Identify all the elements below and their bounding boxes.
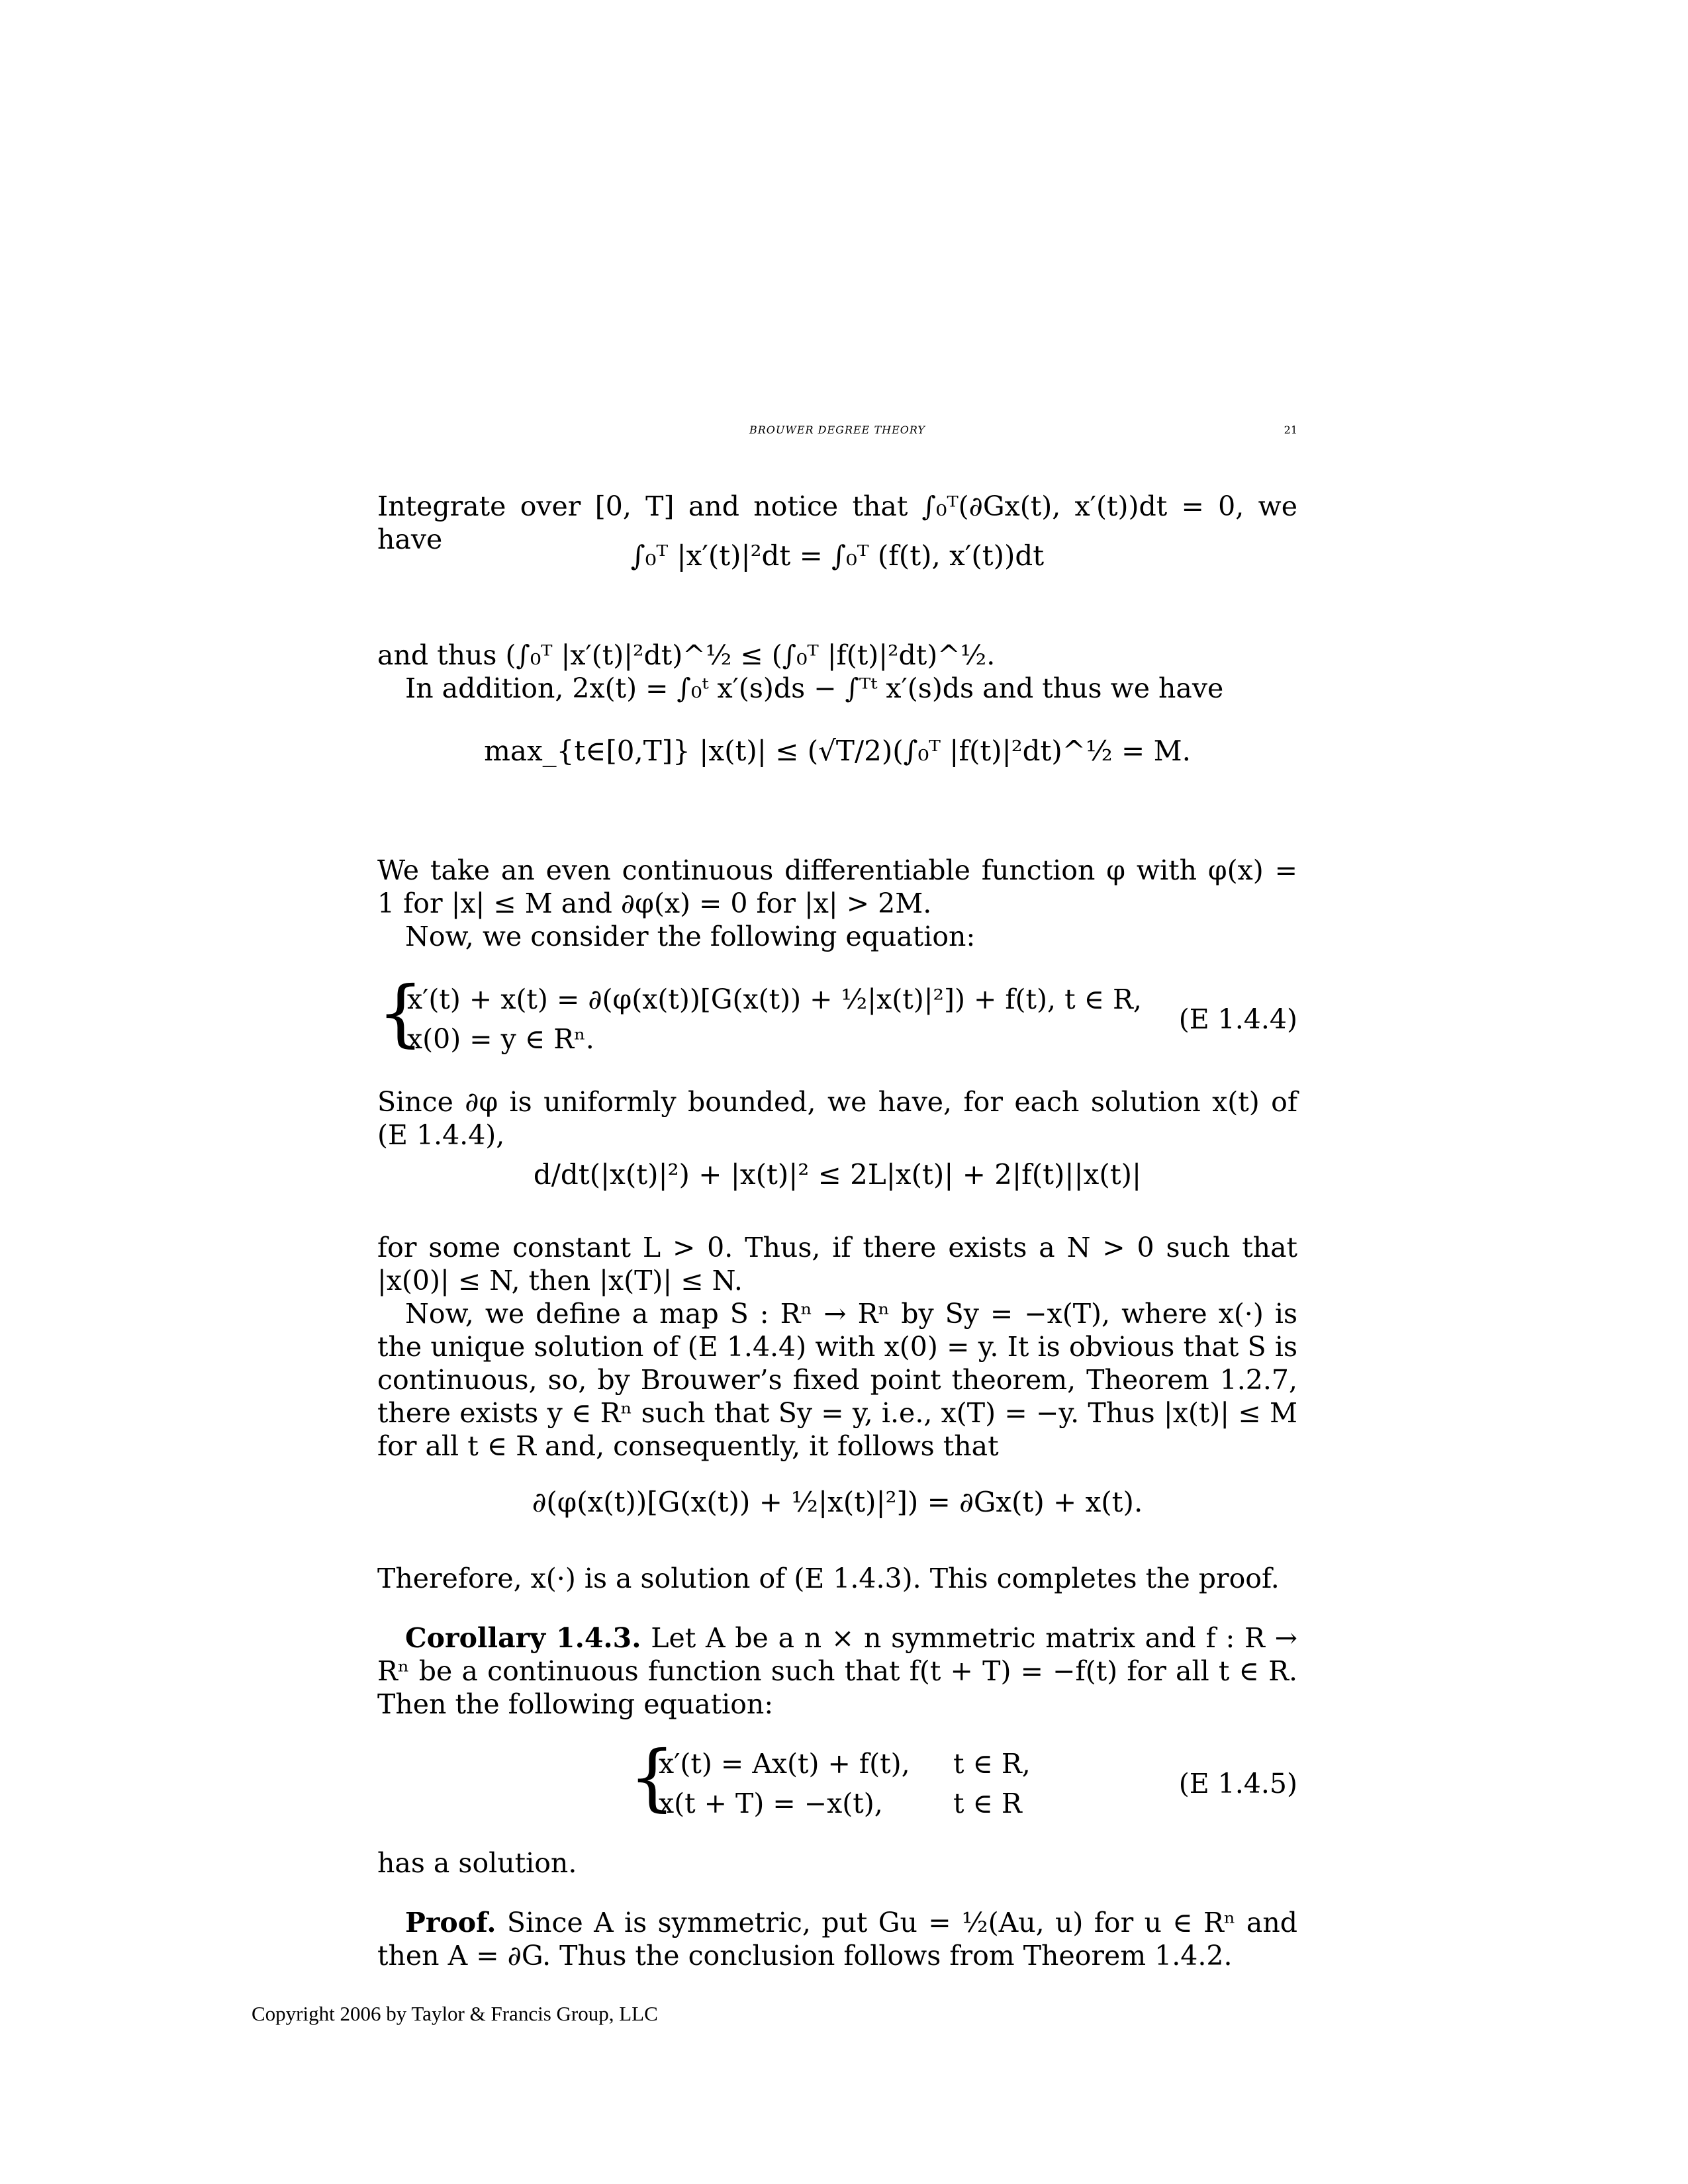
paragraph-10: has a solution. xyxy=(377,1847,577,1879)
equation-system-2 xyxy=(377,1735,1297,1833)
paragraph-5: Now, we consider the following equation: xyxy=(405,921,976,952)
left-brace-icon: { xyxy=(377,970,424,1055)
page-number: 21 xyxy=(1284,424,1297,436)
paragraph-4: We take an even continuous differentiable function φ with φ(x) = 1 for |x| ≤ M and ∂φ(x) = 0 for |x| > 2M. xyxy=(377,854,1297,919)
paragraph-7: for some constant L > 0. Thus, if there exists a N > 0 such that |x(0)| ≤ N, then |x(T)| ≤ N. xyxy=(377,1232,1297,1297)
proof-label: Proof. xyxy=(405,1907,496,1938)
paragraph-8: Now, we define a map S : Rⁿ → Rⁿ by Sy = −x(T), where x(·) is the unique solution of (E 1.4.4) with x(0) = y. It is obvious that S is continuous, so, by Brouwer’s fixed point theorem, Theorem 1.2.7, there exists y ∈ Rⁿ such that Sy = y, i.e., x(T) = −y. Thus |x(t)| ≤ M for all t ∈ R and, consequently, it follows that xyxy=(377,1298,1297,1462)
paragraph-9: Therefore, x(·) is a solution of (E 1.4.3). This completes the proof. xyxy=(377,1563,1280,1594)
proof-text: Since A is symmetric, put Gu = ½(Au, u) for u ∈ Rⁿ and then A = ∂G. Thus the conclusion follows from Theorem 1.4.2. xyxy=(377,1907,1297,1972)
corollary-1-4-3 xyxy=(377,1621,1297,1721)
system-2-line-1-left: x′(t) = Ax(t) + f(t), xyxy=(659,1748,910,1780)
equation-label-e145: (E 1.4.5) xyxy=(1178,1768,1297,1799)
system-2-line-2-left: x(t + T) = −x(t), xyxy=(659,1788,883,1819)
left-brace-icon: { xyxy=(629,1735,675,1819)
equation-system-1 xyxy=(377,970,1297,1069)
system-1-line-2: x(0) = y ∈ Rⁿ. xyxy=(407,1023,594,1055)
running-title: BROUWER DEGREE THEORY xyxy=(749,424,925,436)
equation-1: ∫₀ᵀ |x′(t)|²dt = ∫₀ᵀ (f(t), x′(t))dt xyxy=(630,539,1045,572)
running-head xyxy=(377,424,1297,457)
equation-4: ∂(φ(x(t))[G(x(t)) + ½|x(t)|²]) = ∂Gx(t) + x(t). xyxy=(532,1486,1143,1518)
proof xyxy=(377,1906,1297,1972)
paragraph-1: Integrate over [0, T] and notice that ∫₀ᵀ(∂Gx(t), x′(t))dt = 0, we have xyxy=(377,490,1297,555)
equation-3: d/dt(|x(t)|²) + |x(t)|² ≤ 2L|x(t)| + 2|f(t)||x(t)| xyxy=(533,1158,1142,1191)
system-2-line-1-right: t ∈ R, xyxy=(953,1748,1031,1780)
paragraph-3: In addition, 2x(t) = ∫₀ᵗ x′(s)ds − ∫ᵀᵗ x′(s)ds and thus we have xyxy=(405,672,1224,704)
corollary-label: Corollary 1.4.3. xyxy=(405,1622,641,1654)
copyright-footer: Copyright 2006 by Taylor & Francis Group, LLC xyxy=(252,2002,658,2025)
system-1-line-1: x′(t) + x(t) = ∂(φ(x(t))[G(x(t)) + ½|x(t)|²]) + f(t), t ∈ R, xyxy=(407,983,1142,1015)
paragraph-6: Since ∂φ is uniformly bounded, we have, for each solution x(t) of (E 1.4.4), xyxy=(377,1086,1297,1151)
corollary-text: Let A be a n × n symmetric matrix and f : R → Rⁿ be a continuous function such that f(t + T) = −f(t) for all t ∈ R. Then the following equation: xyxy=(377,1622,1297,1720)
equation-2: max_{t∈[0,T]} |x(t)| ≤ (√T/2)(∫₀ᵀ |f(t)|²dt)^½ = M. xyxy=(484,735,1191,767)
system-2-line-2-right: t ∈ R xyxy=(953,1788,1022,1819)
paragraph-2: and thus (∫₀ᵀ |x′(t)|²dt)^½ ≤ (∫₀ᵀ |f(t)|²dt)^½. xyxy=(377,639,996,671)
equation-label-e144: (E 1.4.4) xyxy=(1178,1003,1297,1035)
